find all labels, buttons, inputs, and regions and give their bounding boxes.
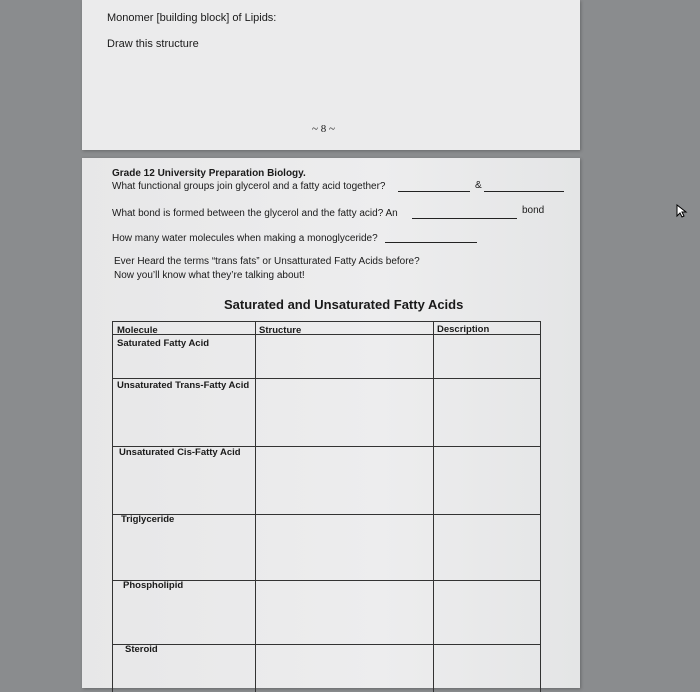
row-label-steroid: Steroid: [125, 644, 158, 655]
answer-blank-2[interactable]: [484, 191, 564, 192]
monomer-prompt: Monomer [building block] of Lipids:: [107, 12, 277, 24]
bond-suffix: bond: [522, 205, 545, 216]
row-label-cis: Unsaturated Cis-Fatty Acid: [119, 447, 241, 458]
previous-page: [82, 0, 580, 150]
question-bond: What bond is formed between the glycerol and the fatty acid? An: [112, 208, 398, 219]
worksheet-page: [82, 158, 580, 688]
answer-blank-1[interactable]: [398, 191, 470, 192]
row-label-triglyceride: Triglyceride: [121, 514, 175, 525]
header-description: Description: [437, 324, 490, 335]
answer-blank-4[interactable]: [385, 242, 477, 243]
page-number: ~ 8 ~: [312, 123, 335, 135]
row-divider: [113, 378, 541, 379]
ampersand: &: [475, 180, 482, 191]
row-divider: [113, 514, 541, 515]
header-molecule: Molecule: [117, 325, 158, 336]
row-label-saturated: Saturated Fatty Acid: [117, 338, 210, 349]
trans-fats-note: Ever Heard the terms “trans fats” or Unsatturated Fatty Acids before?: [114, 256, 420, 267]
answer-blank-3[interactable]: [412, 218, 517, 219]
header-structure: Structure: [259, 325, 302, 336]
trans-fats-note-2: Now you’ll know what they’re talking about!: [114, 270, 305, 281]
row-divider: [113, 644, 541, 645]
section-title: Saturated and Unsaturated Fatty Acids: [224, 297, 464, 312]
question-water: How many water molecules when making a monoglyceride?: [112, 233, 378, 244]
draw-prompt: Draw this structure: [107, 38, 199, 50]
row-label-phospholipid: Phospholipid: [123, 580, 184, 591]
row-label-trans: Unsaturated Trans-Fatty Acid: [117, 380, 250, 391]
question-functional-groups: What functional groups join glycerol and a fatty acid together?: [112, 181, 386, 192]
fatty-acids-table: [112, 321, 541, 692]
mouse-cursor-icon: [676, 204, 688, 218]
course-title: Grade 12 University Preparation Biology.: [112, 168, 306, 179]
